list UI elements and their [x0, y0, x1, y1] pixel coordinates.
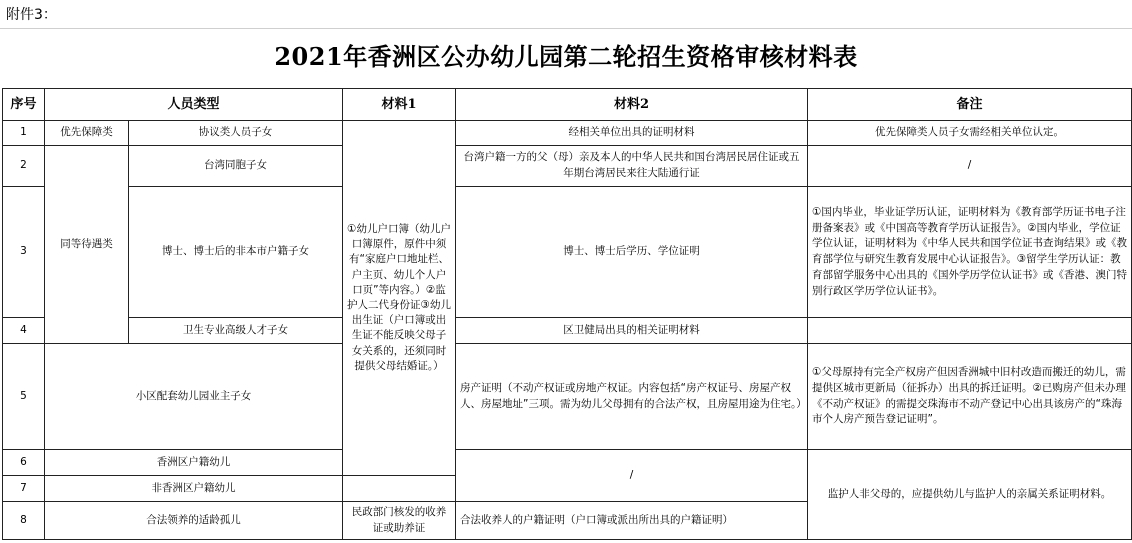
row-seq: 4 — [3, 318, 45, 344]
header-remark: 备注 — [808, 89, 1132, 121]
remark-cell: 监护人非父母的，应提供幼儿与监护人的亲属关系证明材料。 — [808, 450, 1132, 540]
table-row — [3, 187, 1132, 318]
row-seq: 6 — [3, 450, 45, 476]
person-type-cell: 小区配套幼儿园业主子女 — [45, 344, 343, 450]
category-cell: 同等待遇类 — [45, 146, 129, 344]
row-seq: 8 — [3, 502, 45, 540]
table-header-row — [3, 89, 1132, 121]
person-type-cell: 香洲区户籍幼儿 — [45, 450, 343, 476]
table-row — [3, 450, 1132, 476]
header-divider — [0, 28, 1132, 29]
remark-cell: 优先保障类人员子女需经相关单位认定。 — [808, 121, 1132, 146]
material2-cell: 房产证明（不动产权证或房地产权证。内容包括“房产权证号、房屋产权人、房屋地址”三项。需为幼儿父母拥有的合法产权，且房屋用途为住宅。） — [456, 344, 808, 450]
material2-cell: 台湾户籍一方的父（母）亲及本人的中华人民共和国台湾居民居住证或五年期台湾居民来往大陆通行证 — [456, 146, 808, 187]
remark-cell: ①父母原持有完全产权房产但因香洲城中旧村改造而搬迁的幼儿，需提供区城市更新局（征拆办）出具的拆迁证明。②已购房产但未办理《不动产权证》的需提交珠海市不动产登记中心出具该房产的“珠海市个人房产预告登记证明”。 — [808, 344, 1132, 450]
remark-cell: / — [808, 146, 1132, 187]
person-type-cell: 台湾同胞子女 — [129, 146, 343, 187]
remark-cell: ①国内毕业，毕业证学历认证，证明材料为《教育部学历证书电子注册备案表》或《中国高等教育学历认证报告》。②国内毕业，学位证学位认证，证明材料为《中华人民共和国学位证书查询结果》或《教育部学位与研究生教育发展中心认证报告》。③留学生学历认证：教育部留学服务中心出具的《国外学历学位认证书》或《香港、澳门特别行政区学历学位认证书》。 — [808, 187, 1132, 318]
row-seq: 5 — [3, 344, 45, 450]
row-seq: 7 — [3, 476, 45, 502]
material2-cell: 区卫健局出具的相关证明材料 — [456, 318, 808, 344]
header-seq: 序号 — [3, 89, 45, 121]
person-type-cell: 博士、博士后的非本市户籍子女 — [129, 187, 343, 318]
material2-cell: 合法收养人的户籍证明（户口簿或派出所出具的户籍证明） — [456, 502, 808, 540]
page-title: 2021年香洲区公办幼儿园第二轮招生资格审核材料表 — [274, 42, 858, 71]
materials-table — [2, 88, 1132, 540]
category-cell: 优先保障类 — [45, 121, 129, 146]
table-row — [3, 146, 1132, 187]
header-material2: 材料2 — [456, 89, 808, 121]
row-seq: 3 — [3, 187, 45, 318]
person-type-cell: 合法领养的适龄孤儿 — [45, 502, 343, 540]
attachment-label: 附件3： — [6, 7, 57, 23]
table-row — [3, 318, 1132, 344]
material1-cell: 民政部门核发的收养证或助养证 — [343, 502, 456, 540]
row-seq: 1 — [3, 121, 45, 146]
material2-cell: 博士、博士后学历、学位证明 — [456, 187, 808, 318]
person-type-cell: 卫生专业高级人才子女 — [129, 318, 343, 344]
person-type-cell: 非香洲区户籍幼儿 — [45, 476, 343, 502]
remark-cell — [808, 318, 1132, 344]
row-seq: 2 — [3, 146, 45, 187]
person-type-cell: 协议类人员子女 — [129, 121, 343, 146]
header-person-type: 人员类型 — [45, 89, 343, 121]
material1-shared-cell: ①幼儿户口簿（幼儿户口簿原件，原件中须有“家庭户口地址栏、户主页、幼儿个人户口页”等内容。）②监护人二代身份证③幼儿出生证（户口簿或出生证不能反映父母子女关系的，还须同时提供父母结婚证。） — [343, 121, 456, 476]
material2-cell: 经相关单位出具的证明材料 — [456, 121, 808, 146]
table-row — [3, 121, 1132, 146]
header-material1: 材料1 — [343, 89, 456, 121]
material2-cell: / — [456, 450, 808, 502]
table-row — [3, 344, 1132, 450]
